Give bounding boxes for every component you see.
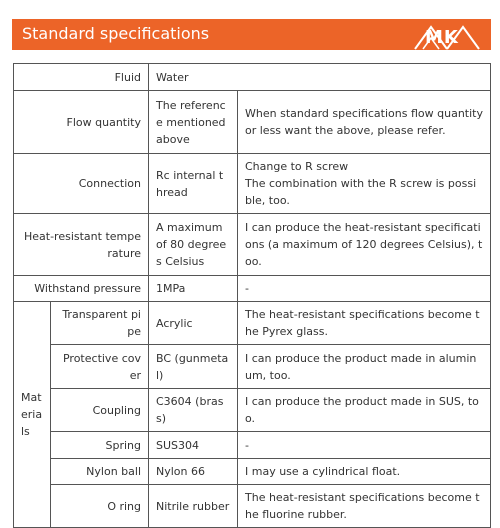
section-header [12,19,491,50]
material-value-nylon-ball: Nylon 66 [149,459,238,485]
table-row [14,459,491,485]
material-note-protective-cover: I can produce the product made in aluminum, too. [238,345,491,389]
table-row [14,432,491,459]
materials-group-label: Materials [14,302,51,528]
row-value-connection: Rc internal thread [149,154,238,214]
material-label-spring: Spring [51,432,149,459]
row-note-withstand-pressure: - [238,276,491,302]
material-value-protective-cover: BC (gunmetal) [149,345,238,389]
material-note-nylon-ball: I may use a cylindrical float. [238,459,491,485]
material-label-o-ring: O ring [51,485,149,528]
table-row [14,214,491,276]
row-label-heat-resistant-temperature: Heat-resistant temperature [14,214,149,276]
row-value-heat-resistant-temperature: A maximum of 80 degrees Celsius [149,214,238,276]
table-row [14,302,491,345]
table-row [14,485,491,528]
material-label-protective-cover: Protective cover [51,345,149,389]
material-note-transparent-pipe: The heat-resistant specifications become the Pyrex glass. [238,302,491,345]
material-value-spring: SUS304 [149,432,238,459]
table-row [14,389,491,432]
row-value-fluid: Water [149,64,491,91]
table-row [14,276,491,302]
material-value-o-ring: Nitrile rubber [149,485,238,528]
row-note-connection [238,154,491,214]
row-value-withstand-pressure: 1MPa [149,276,238,302]
table-row [14,91,491,154]
material-label-transparent-pipe: Transparent pipe [51,302,149,345]
row-label-flow-quantity: Flow quantity [14,91,149,154]
row-label-withstand-pressure: Withstand pressure [14,276,149,302]
logo-text: MK [425,27,459,48]
spec-table [13,63,491,528]
row-note-heat-resistant-temperature: I can produce the heat-resistant specifications (a maximum of 120 degrees Celsius), too. [238,214,491,276]
material-note-o-ring: The heat-resistant specifications become the fluorine rubber. [238,485,491,528]
material-label-nylon-ball: Nylon ball [51,459,149,485]
row-label-fluid: Fluid [14,64,149,91]
mk-logo [409,19,487,50]
section-title: Standard specifications [22,24,210,43]
table-row [14,345,491,389]
row-note-connection-line: The combination with the R screw is possible, too. [245,177,477,207]
row-note-connection-line: Change to R screw [245,160,349,173]
material-note-spring: - [238,432,491,459]
row-label-connection: Connection [14,154,149,214]
material-value-coupling: C3604 (brass) [149,389,238,432]
table-row [14,64,491,91]
material-label-coupling: Coupling [51,389,149,432]
row-value-flow-quantity: The reference mentioned above [149,91,238,154]
material-note-coupling: I can produce the product made in SUS, too. [238,389,491,432]
table-row [14,154,491,214]
row-note-flow-quantity: When standard specifications flow quantity or less want the above, please refer. [238,91,491,154]
material-value-transparent-pipe: Acrylic [149,302,238,345]
